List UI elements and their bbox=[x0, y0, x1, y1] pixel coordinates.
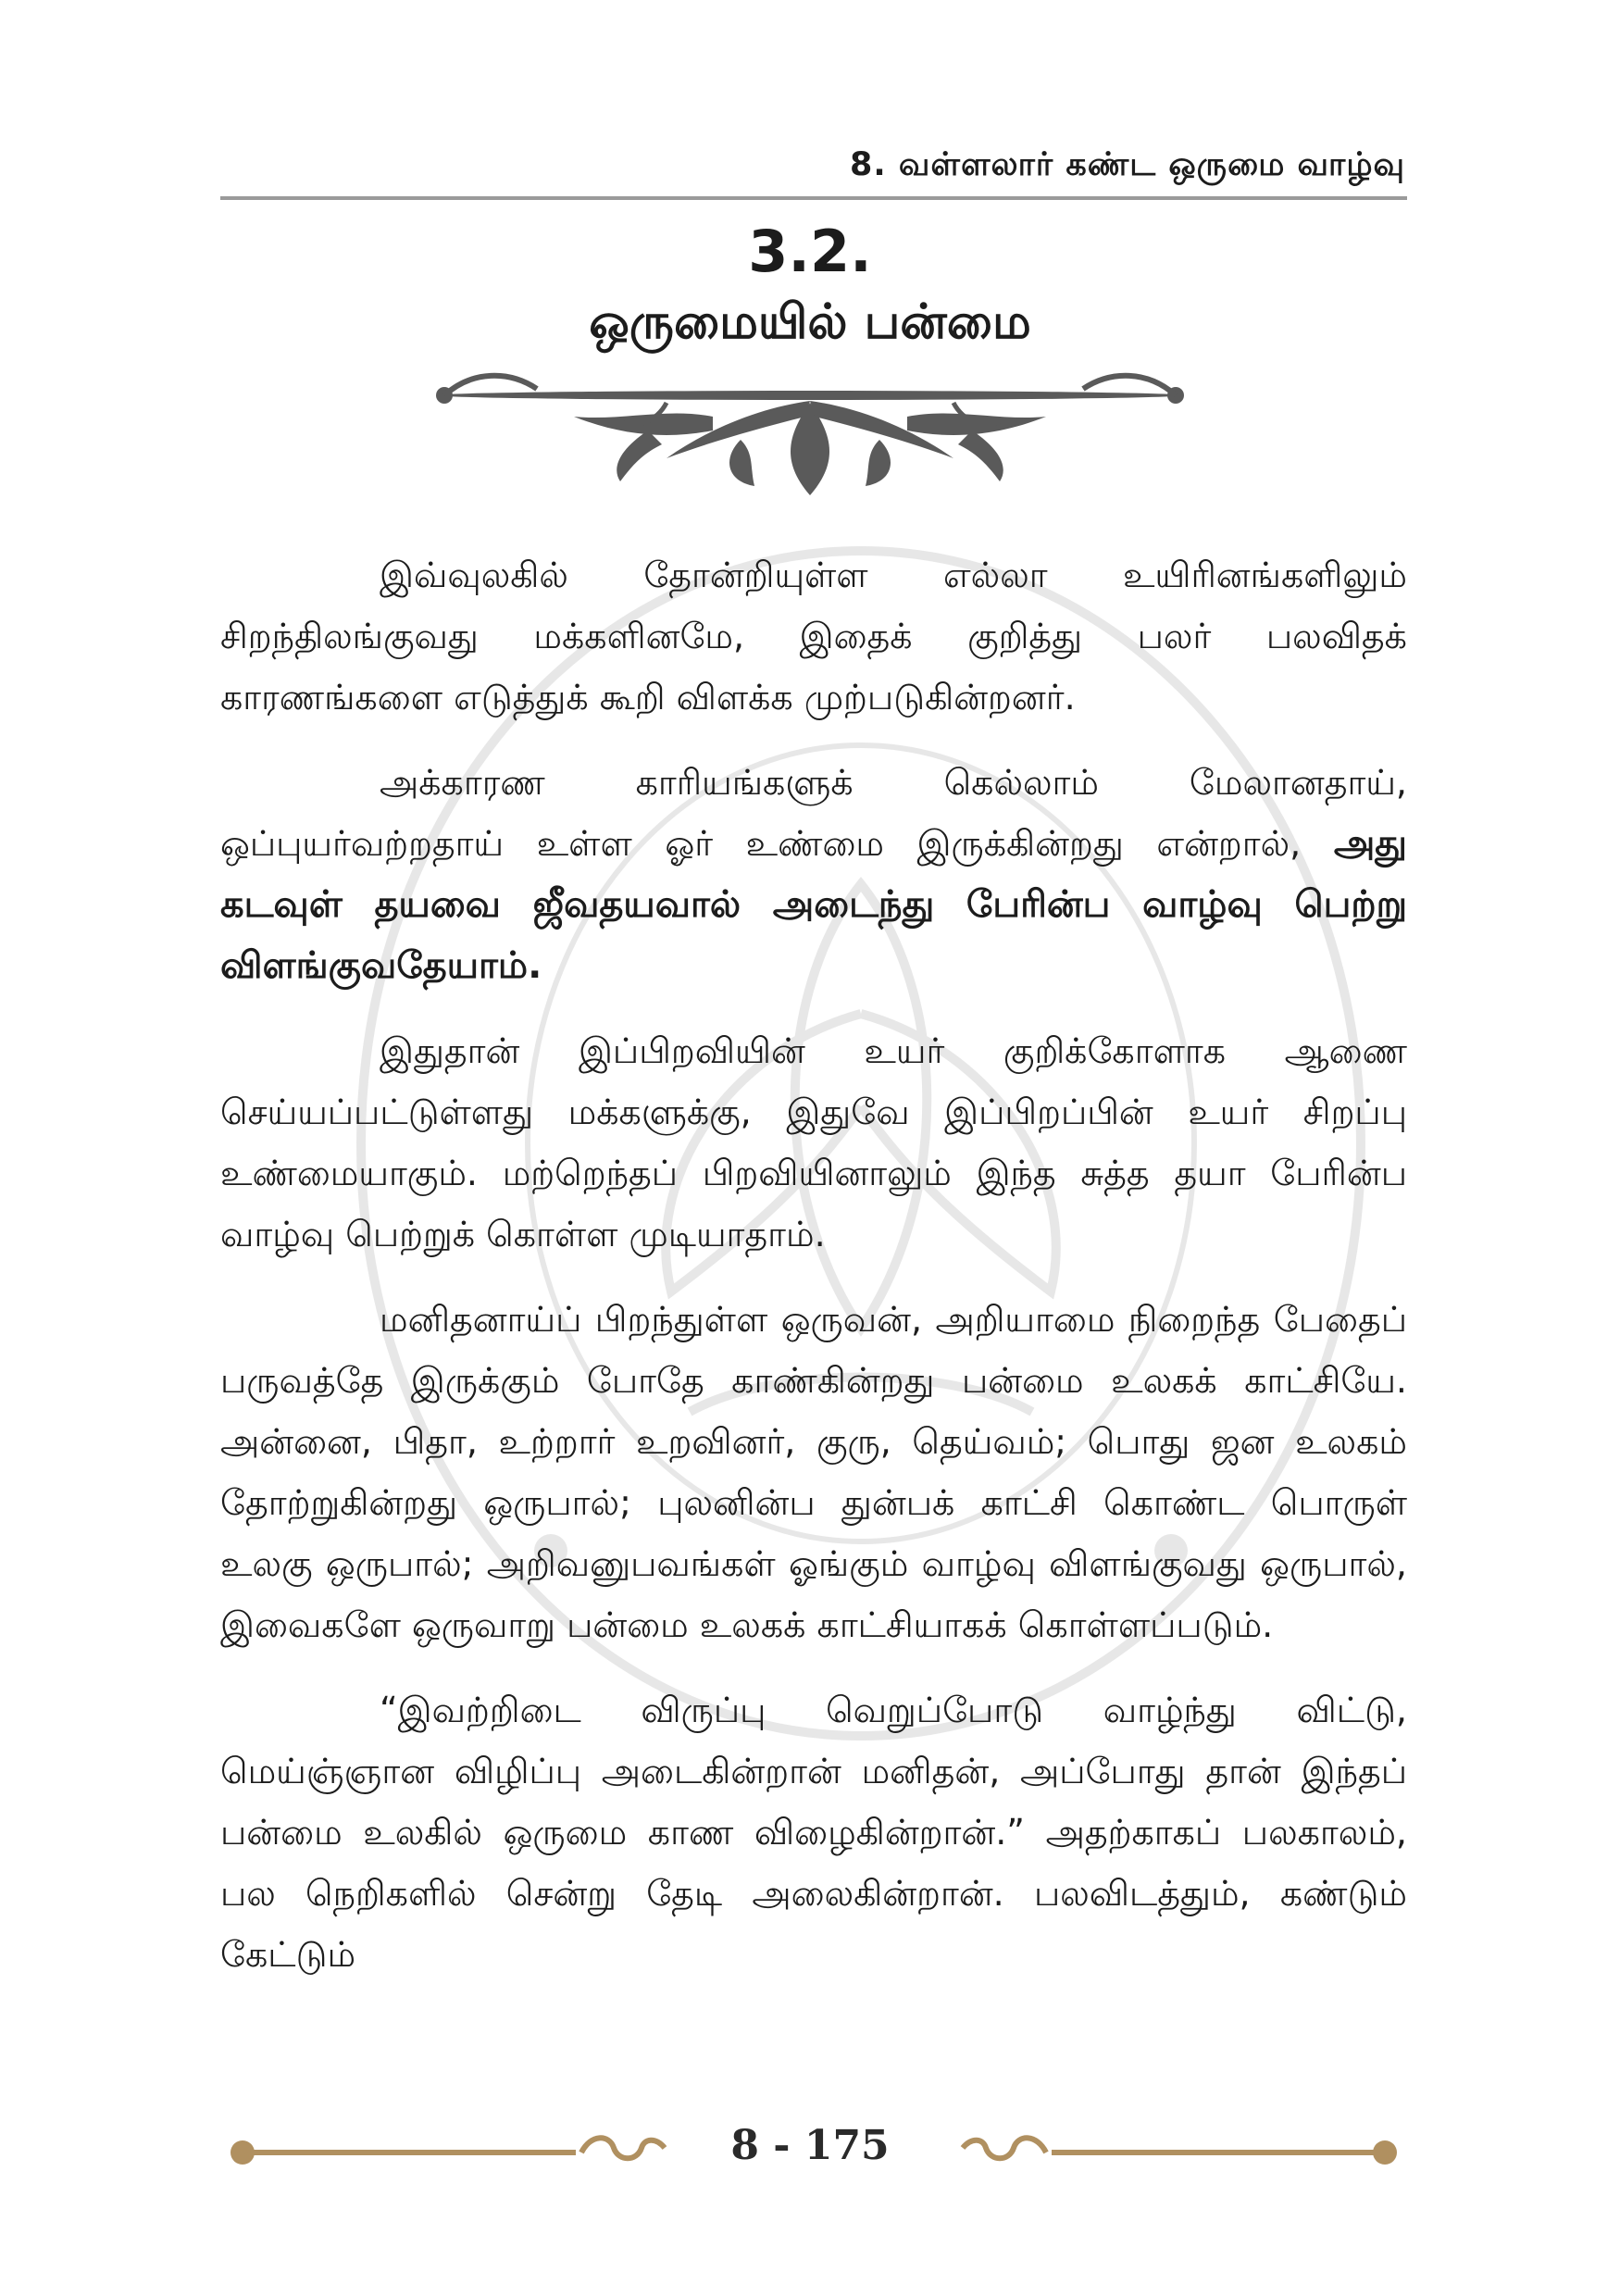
paragraph-text: அக்காரண காரியங்களுக் கெல்லாம் மேலானதாய், ஒப்புயர்வற்றதாய் உள்ள ஓர் உண்மை இருக்கின்றது என்றால், bbox=[220, 762, 1407, 864]
paragraph: இவ்வுலகில் தோன்றியுள்ள எல்லா உயிரினங்களிலும் சிறந்திலங்குவது மக்களினமே, இதைக் குறித்து பலர் பலவிதக் காரணங்களை எடுத்துக் கூறி விளக்க முற்படுகின்றனர். bbox=[220, 555, 1407, 718]
section-title: ஒருமையில் பன்மை bbox=[589, 294, 1031, 350]
header-rule bbox=[220, 196, 1407, 200]
paragraph bbox=[220, 752, 1407, 996]
paragraph: மனிதனாய்ப் பிறந்துள்ள ஒருவன், அறியாமை நிறைந்த பேதைப் பருவத்தே இருக்கும் போதே காண்கின்றது பன்மை உலகக் காட்சியே. அன்னை, பிதா, உற்றார் உறவினர், குரு, தெய்வம்; பொது ஜன உலகம் தோற்றுகின்றது ஒருபால்; புலனின்ப துன்பக் காட்சி கொண்ட பொருள் உலகு ஒருபால்; அறிவனுபவங்கள் ஓங்கும் வாழ்வு விளங்குவது ஒருபால், இவைகளே ஒருவாறு பன்மை உலகக் காட்சியாகக் கொள்ளப்படும். bbox=[220, 1299, 1407, 1645]
paragraph: இதுதான் இப்பிறவியின் உயர் குறிக்கோளாக ஆணை செய்யப்பட்டுள்ளது மக்களுக்கு, இதுவே இப்பிறப்பின் உயர் சிறப்பு உண்மையாகும். மற்றெந்தப் பிறவியினாலும் இந்த சுத்த தயா பேரின்ப வாழ்வு பெற்றுக் கொள்ள முடியாதாம். bbox=[220, 1030, 1407, 1254]
body-text bbox=[220, 544, 1407, 2009]
page-number: 8 - 175 bbox=[730, 2122, 890, 2169]
emphasized-text: அது கடவுள் தயவை ஜீவதயவால் அடைந்து பேரின்ப வாழ்வு பெற்று விளங்குவதேயாம். bbox=[220, 822, 1407, 987]
section-number: 3.2. bbox=[748, 218, 872, 285]
ornament-divider bbox=[435, 366, 1185, 500]
running-header: 8. வள்ளலார் கண்ட ஒருமை வாழ்வு bbox=[850, 146, 1405, 183]
paragraph: “இவற்றிடை விருப்பு வெறுப்போடு வாழ்ந்து விட்டு, மெய்ஞ்ஞான விழிப்பு அடைகின்றான் மனிதன், அப்போது தான் இந்தப் பன்மை உலகில் ஒருமை காண விழைகின்றான்.” அதற்காகப் பலகாலம், பல நெறிகளில் சென்று தேடி அலைகின்றான். பலவிடத்தும், கண்டும் கேட்டும் bbox=[220, 1690, 1407, 1975]
